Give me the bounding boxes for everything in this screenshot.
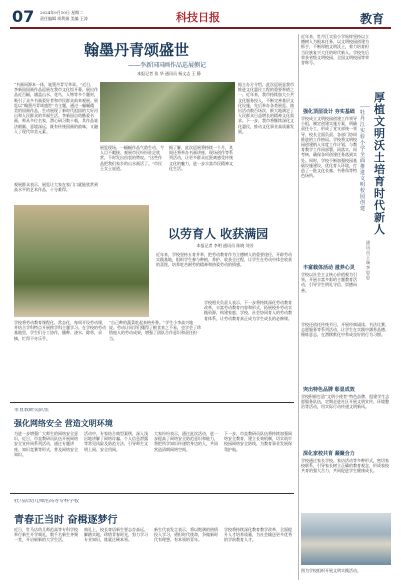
main-article-col-2: 展览现场，一幅幅作品气韵生动，令人目不暇接。观展市民纷纷驻足欣赏，不时发出由衷的赞叹。“这些作品把我们家乡的山水画活了。”市民王女士说道。 bbox=[100, 145, 164, 171]
bottom-article-col-2: 典礼上，校长寄语新生要志存高远、脚踏实地，珍惜青春时光，努力学习专业知识，练就过硬本领。 bbox=[84, 527, 148, 543]
right-article-byline: 通讯员 王瑞 李思思 bbox=[366, 240, 370, 280]
right-subhead-3: 突出特色品牌 彰显成效 bbox=[303, 387, 355, 393]
middle-article-col-3: 学校相关负责人表示，下一步将持续深化劳动教育改革，丰富劳动教育内容和形式，拓展校外劳动实践资源，构建家庭、学校、社会协同育人的劳动教育体系，让劳动教育真正成为学生成长的必修课。 bbox=[204, 300, 292, 321]
column-divider bbox=[298, 34, 299, 580]
right-col-text-3: 学校还依托传统节日，开展经典诵读、书法比赛、志愿服务等系列活动，让学生在实践中涵养品德、锤炼意志，在潜移默化中养成良好的行为习惯。 bbox=[301, 322, 389, 338]
editor-line: 责任编辑 周利娟 美编 王涛 bbox=[40, 16, 88, 21]
right-col-text-4: 学校积极打造“文明小使者”特色品牌，组建学生志愿服务队伍，定期走进社区开展文明宣传、环境整治等活动，用实际行动传递文明新风。 bbox=[301, 394, 390, 410]
main-article-col-5: 观展群众表示，展览让大家在家门口就能欣赏到高水平的艺术作品，十分难得。 bbox=[14, 182, 98, 193]
section-rule-2 bbox=[10, 493, 294, 494]
middle-article-intro: 近年来，学校坚持五育并举，把劳动教育作为立德树人的重要途径，开辟劳动实践基地，组织学生参与种植、养护、收获全过程，让学生在劳动中体会收获的喜悦，培养吃苦耐劳的精神和热爱劳动的情感。 bbox=[156, 252, 292, 268]
bottom-article-col-3: 新生代表发言表示，将以饱满的热情投入学习，勇担时代使命，争做新时代有理想、有本领的青年。 bbox=[154, 527, 218, 543]
middle-article-col-2: “自己种的蔬菜吃起来格外香。”学生小李高兴地说。劳动让同学们懂得了粮食来之不易，也学会了珍惜他人的劳动成果，增强了团队合作意识和责任担当。 bbox=[109, 320, 201, 341]
net-article-col-4: 下一步，市直教研员队伍将持续加强网络安全教育，建立长效机制，切实筑牢校园网络安全防线，为教育事业发展保驾护航。 bbox=[224, 431, 292, 452]
right-col-text-5: 学校通过家长学校、家访活动等多种形式，密切家校联系，引导家长树立正确的教育观念，形成家校共育的强大合力，共同促进学生健康成长。 bbox=[301, 458, 389, 474]
main-article-photo bbox=[100, 82, 235, 142]
right-intro-text: 近年来，牡丹江实验小学始终坚持以立德树人为根本任务，以文明校园创建为抓手，不断厚植文明沃土，着力培育担当民族复兴大任的时代新人。学校先后荣获省级文明校园、全国文明校园等荣誉称号。 bbox=[301, 34, 369, 66]
net-article-col-3: 大家纷纷表示，通过此次活动，进一步提高了网络安全防范意识和能力，将把所学知识传递给身边的人，共同营造清朗网络空间。 bbox=[154, 431, 218, 452]
main-article-title: 翰墨丹青颂盛世 bbox=[84, 41, 190, 59]
net-article-col-1: 为进一步增强广大师生的网络安全意识，近日，市直教研员队伍开展网络安全宣传周系列活动，通过专题讲座、知识竞赛等形式，普及网络安全知识。 bbox=[14, 431, 78, 457]
net-article-title: 强化网络安全 营造文明环境 bbox=[14, 419, 113, 428]
masthead-rule bbox=[10, 27, 391, 29]
bottom-article-kicker: 牡马店幼儿师范高等专科学校 bbox=[14, 499, 80, 504]
middle-article-title: 以劳育人 收获满园 bbox=[168, 227, 269, 241]
right-col-text-1: 学校成立文明校园创建工作领导小组，制定创建实施方案，明确责任分工，形成了党支部统一领导、校长全面负责、各部门协同推进的工作格局。学校将文明校园创建纳入年度工作计划，与教育教学工作同部署、同落实、同考核，确保各项创建任务落到实处。同时，学校不断加强校园基础设施建设，优化育人环境，打造了一批文化长廊、书香角等特色场所。 bbox=[301, 116, 357, 179]
date-line: 2024年9月10日 星期二 bbox=[40, 10, 84, 15]
bottom-article-col-4: 学校将持续深化教育教学改革，全面提升人才培养质量，为社会输送更多优秀的学前教育人才。 bbox=[224, 527, 292, 543]
main-article-col-3: 据了解，此次巡展将持续一个月，其间还将举办书画讲座、现场创作等系列活动，让更多群众近距离感受传统文化的魅力，进一步丰富市民精神文化生活。 bbox=[169, 145, 233, 171]
paper-logo: 科技日报 bbox=[176, 11, 220, 24]
middle-article-byline: 本报记者 李明 通讯员 陈晓 刘芳 bbox=[196, 243, 254, 248]
right-article-subtitle: ——牡丹江实验小学全面推进文明校园创建 bbox=[360, 104, 370, 212]
page-number: 07 bbox=[12, 7, 35, 26]
section-title: 教育 bbox=[360, 12, 385, 26]
right-subhead-4: 深化家校共育 凝聚合力 bbox=[303, 451, 355, 457]
bottom-article-col-1: 近日，牡马店幼儿师范高等专科学校举行新生开学典礼，数千名新生齐聚一堂，开启崭新的大学生活。 bbox=[14, 527, 78, 543]
right-col-text-2: 学校以社会主义核心价值观为引领，开展丰富多彩的主题教育活动，引导学生明礼守信、崇德向善。 bbox=[301, 272, 357, 293]
net-article-kicker: 市直教研员队伍 bbox=[14, 408, 50, 413]
bottom-article-title: 青春正当时 奋楫逐梦行 bbox=[14, 515, 118, 526]
right-subhead-2: 丰富载体活动 滋养心灵 bbox=[303, 265, 355, 271]
main-article-byline: 本报记者 张 华 通讯员 杨文志 王 静 bbox=[137, 71, 201, 76]
middle-article-col-1: 学校将劳动教育课程化、常态化，每周开设劳动课，并结合学科特点开展跨学科主题学习。在学校的劳动基地里，学生们分工协作，播种、浇水、除草、采摘，忙得不亦乐乎。 bbox=[14, 320, 106, 341]
main-article-col-4: 据主办方介绍，此次巡展是我市推进文化惠民工程的重要举措之一。近年来，我市持续加大公共文化服务投入，不断完善基层文化设施，先后举办各类展览、演出活动数百场次，极大地满足了人民群众日益增长的精神文化需求。下一步，我市将继续深化文化惠民，推动文化事业高质量发展。 bbox=[238, 82, 294, 134]
right-subhead-1: 强化顶层设计 夯实基础 bbox=[303, 109, 355, 115]
main-article-subtitle: ——李新国国画作品巡展侧记 bbox=[128, 62, 207, 69]
middle-left-photo bbox=[14, 205, 149, 317]
section-rule-1 bbox=[10, 402, 294, 403]
right-article-photo bbox=[301, 513, 391, 565]
right-photo-caption: 图为学校组织开展文明实践活动。 bbox=[301, 568, 361, 573]
right-article-title: 厚植文明沃土 培育时代新人 bbox=[374, 91, 385, 236]
net-article-col-2: 活动中，专家结合典型案例，深入浅出地讲解了网络诈骗、个人信息泄露等常见风险及防范方法，引导师生文明上网、安全用网。 bbox=[84, 431, 148, 452]
main-article-col-1: “书画同源本一体，笔墨丹青写华章。”近日，李新国国画作品巡展在我市文化馆开幕，展出作品近百幅，涵盖山水、花鸟、人物等多个题材，吸引了众多书画爱好者和市民群众前来观展。展览以“翰墨丹青颂盛世”为主题，通过一幅幅精美的国画作品，生动展现了新时代祖国的大好河山和人民群众的幸福生活。李新国自幼酷爱书画，师从多位名家，潜心研习数十载，其作品笔法细腻、意境深远，既有传统国画的韵味，又融入了现代审美元素。 bbox=[14, 82, 98, 134]
